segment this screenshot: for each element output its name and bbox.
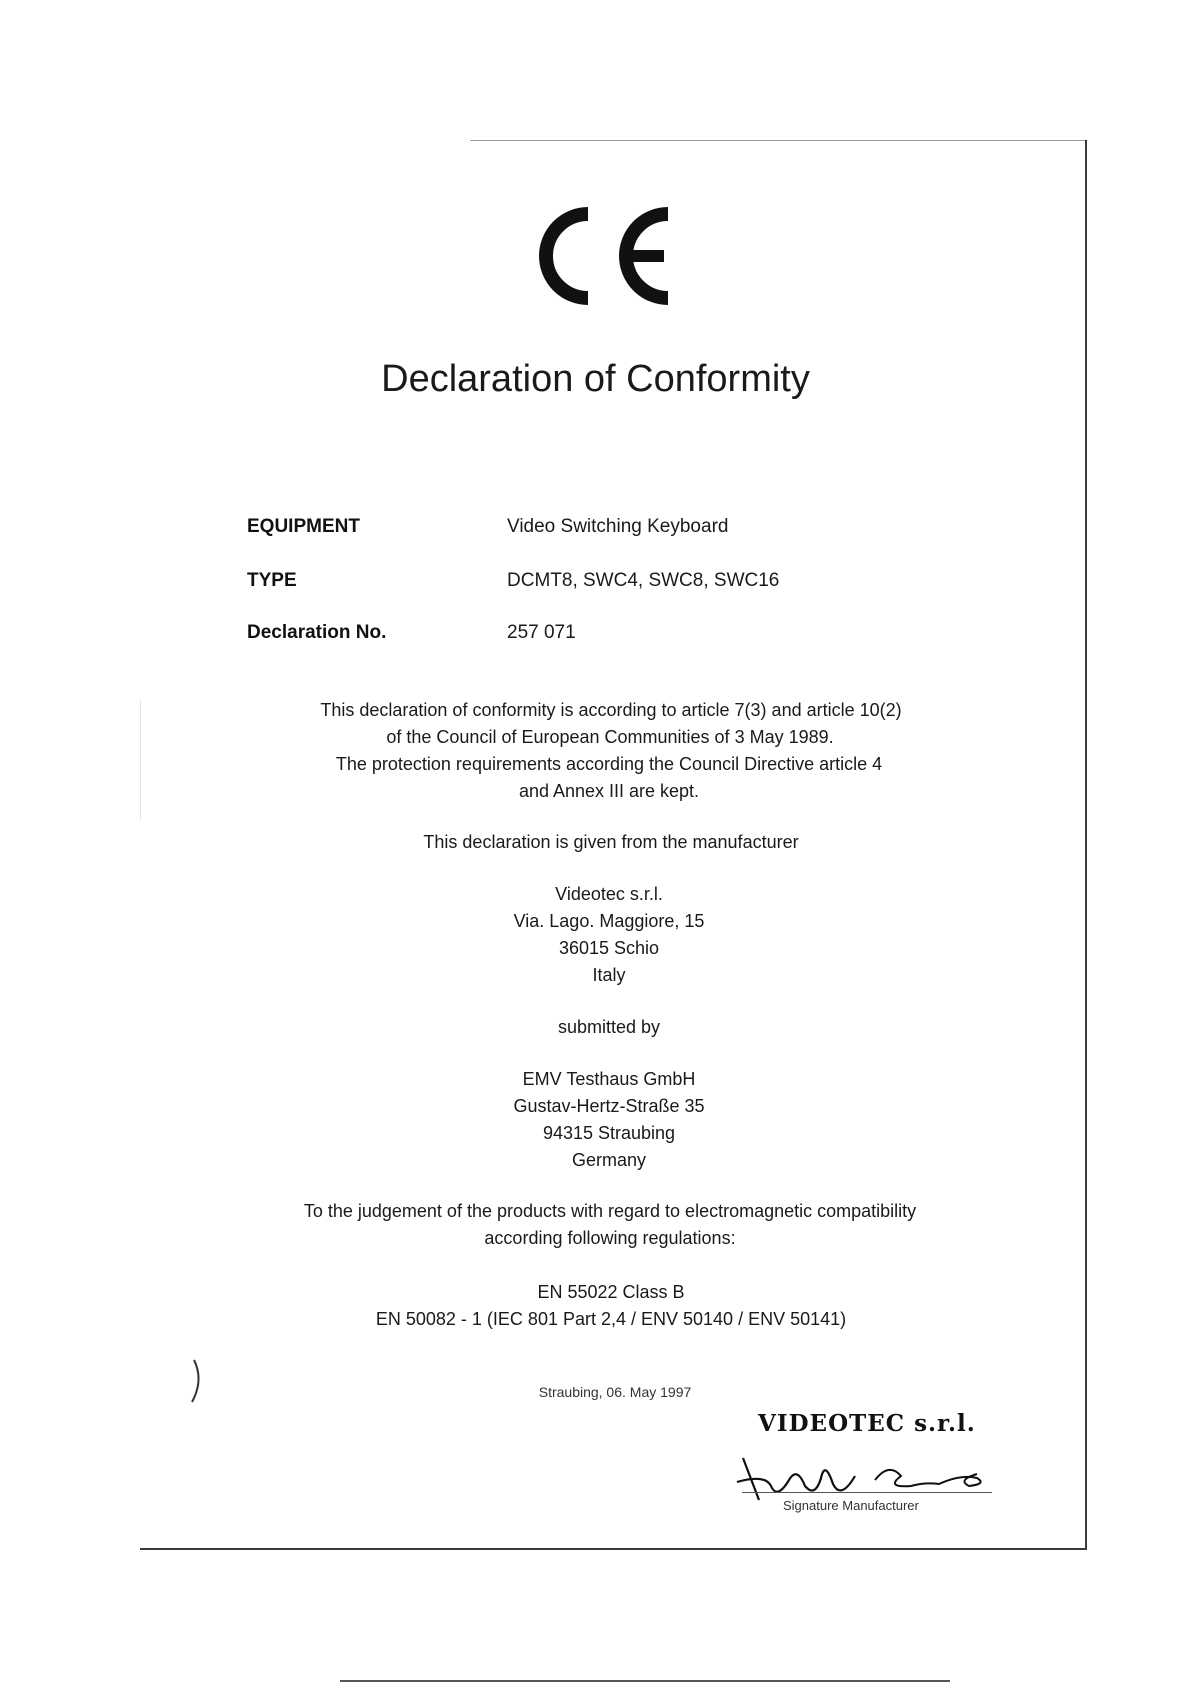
regulation-line: EN 50082 - 1 (IEC 801 Part 2,4 / ENV 50140 / ENV 50141) — [375, 1309, 847, 1329]
signature-caption: Signature Manufacturer — [783, 1498, 919, 1513]
place-date: Straubing, 06. May 1997 — [538, 1384, 692, 1400]
conformity-text-line: and Annex III are kept. — [518, 781, 700, 801]
conformity-text-line: of the Council of European Communities of 3 May 1989. — [386, 727, 834, 747]
manufacturer-address-line: Videotec s.r.l. — [555, 884, 663, 904]
conformity-text-line: The protection requirements according the Council Directive article 4 — [335, 754, 883, 774]
ce-mark-logo — [530, 200, 680, 312]
type-label: TYPE — [247, 570, 297, 591]
scan-artifact-left — [140, 700, 141, 820]
equipment-value: Video Switching Keyboard — [507, 516, 729, 537]
regulation-line: EN 55022 Class B — [537, 1282, 685, 1302]
type-value: DCMT8, SWC4, SWC8, SWC16 — [507, 570, 780, 591]
scan-artifact-bottom — [340, 1680, 950, 1682]
testhouse-address-line: 94315 Straubing — [542, 1123, 676, 1143]
submitted-by-label: submitted by — [557, 1017, 661, 1037]
judgement-text-line: according following regulations: — [484, 1228, 736, 1248]
signature-line — [742, 1492, 992, 1493]
page-frame-top — [470, 140, 1087, 141]
manufacturer-address-line: Italy — [592, 965, 626, 985]
judgement-text-line: To the judgement of the products with regard to electromagnetic compatibility — [303, 1201, 917, 1221]
manufacturer-intro: This declaration is given from the manufacturer — [423, 832, 799, 852]
equipment-label: EQUIPMENT — [247, 516, 360, 537]
signature-scrawl — [725, 1430, 1005, 1505]
conformity-text-line: This declaration of conformity is according to article 7(3) and article 10(2) — [320, 700, 902, 720]
declaration-number-value: 257 071 — [507, 622, 576, 643]
page-frame-right — [1085, 140, 1087, 1550]
company-stamp: VIDEOTEC s.r.l. — [758, 1410, 976, 1437]
testhouse-address-line: Gustav-Hertz-Straße 35 — [513, 1096, 705, 1116]
manufacturer-address-line: 36015 Schio — [558, 938, 660, 958]
testhouse-address-line: EMV Testhaus GmbH — [522, 1069, 696, 1089]
manufacturer-address-line: Via. Lago. Maggiore, 15 — [513, 911, 705, 931]
document-title: Declaration of Conformity — [381, 358, 810, 400]
page-frame-bottom — [140, 1548, 1087, 1550]
declaration-number-label: Declaration No. — [247, 622, 387, 643]
scan-bracket-mark — [188, 1356, 208, 1406]
testhouse-address-line: Germany — [571, 1150, 647, 1170]
